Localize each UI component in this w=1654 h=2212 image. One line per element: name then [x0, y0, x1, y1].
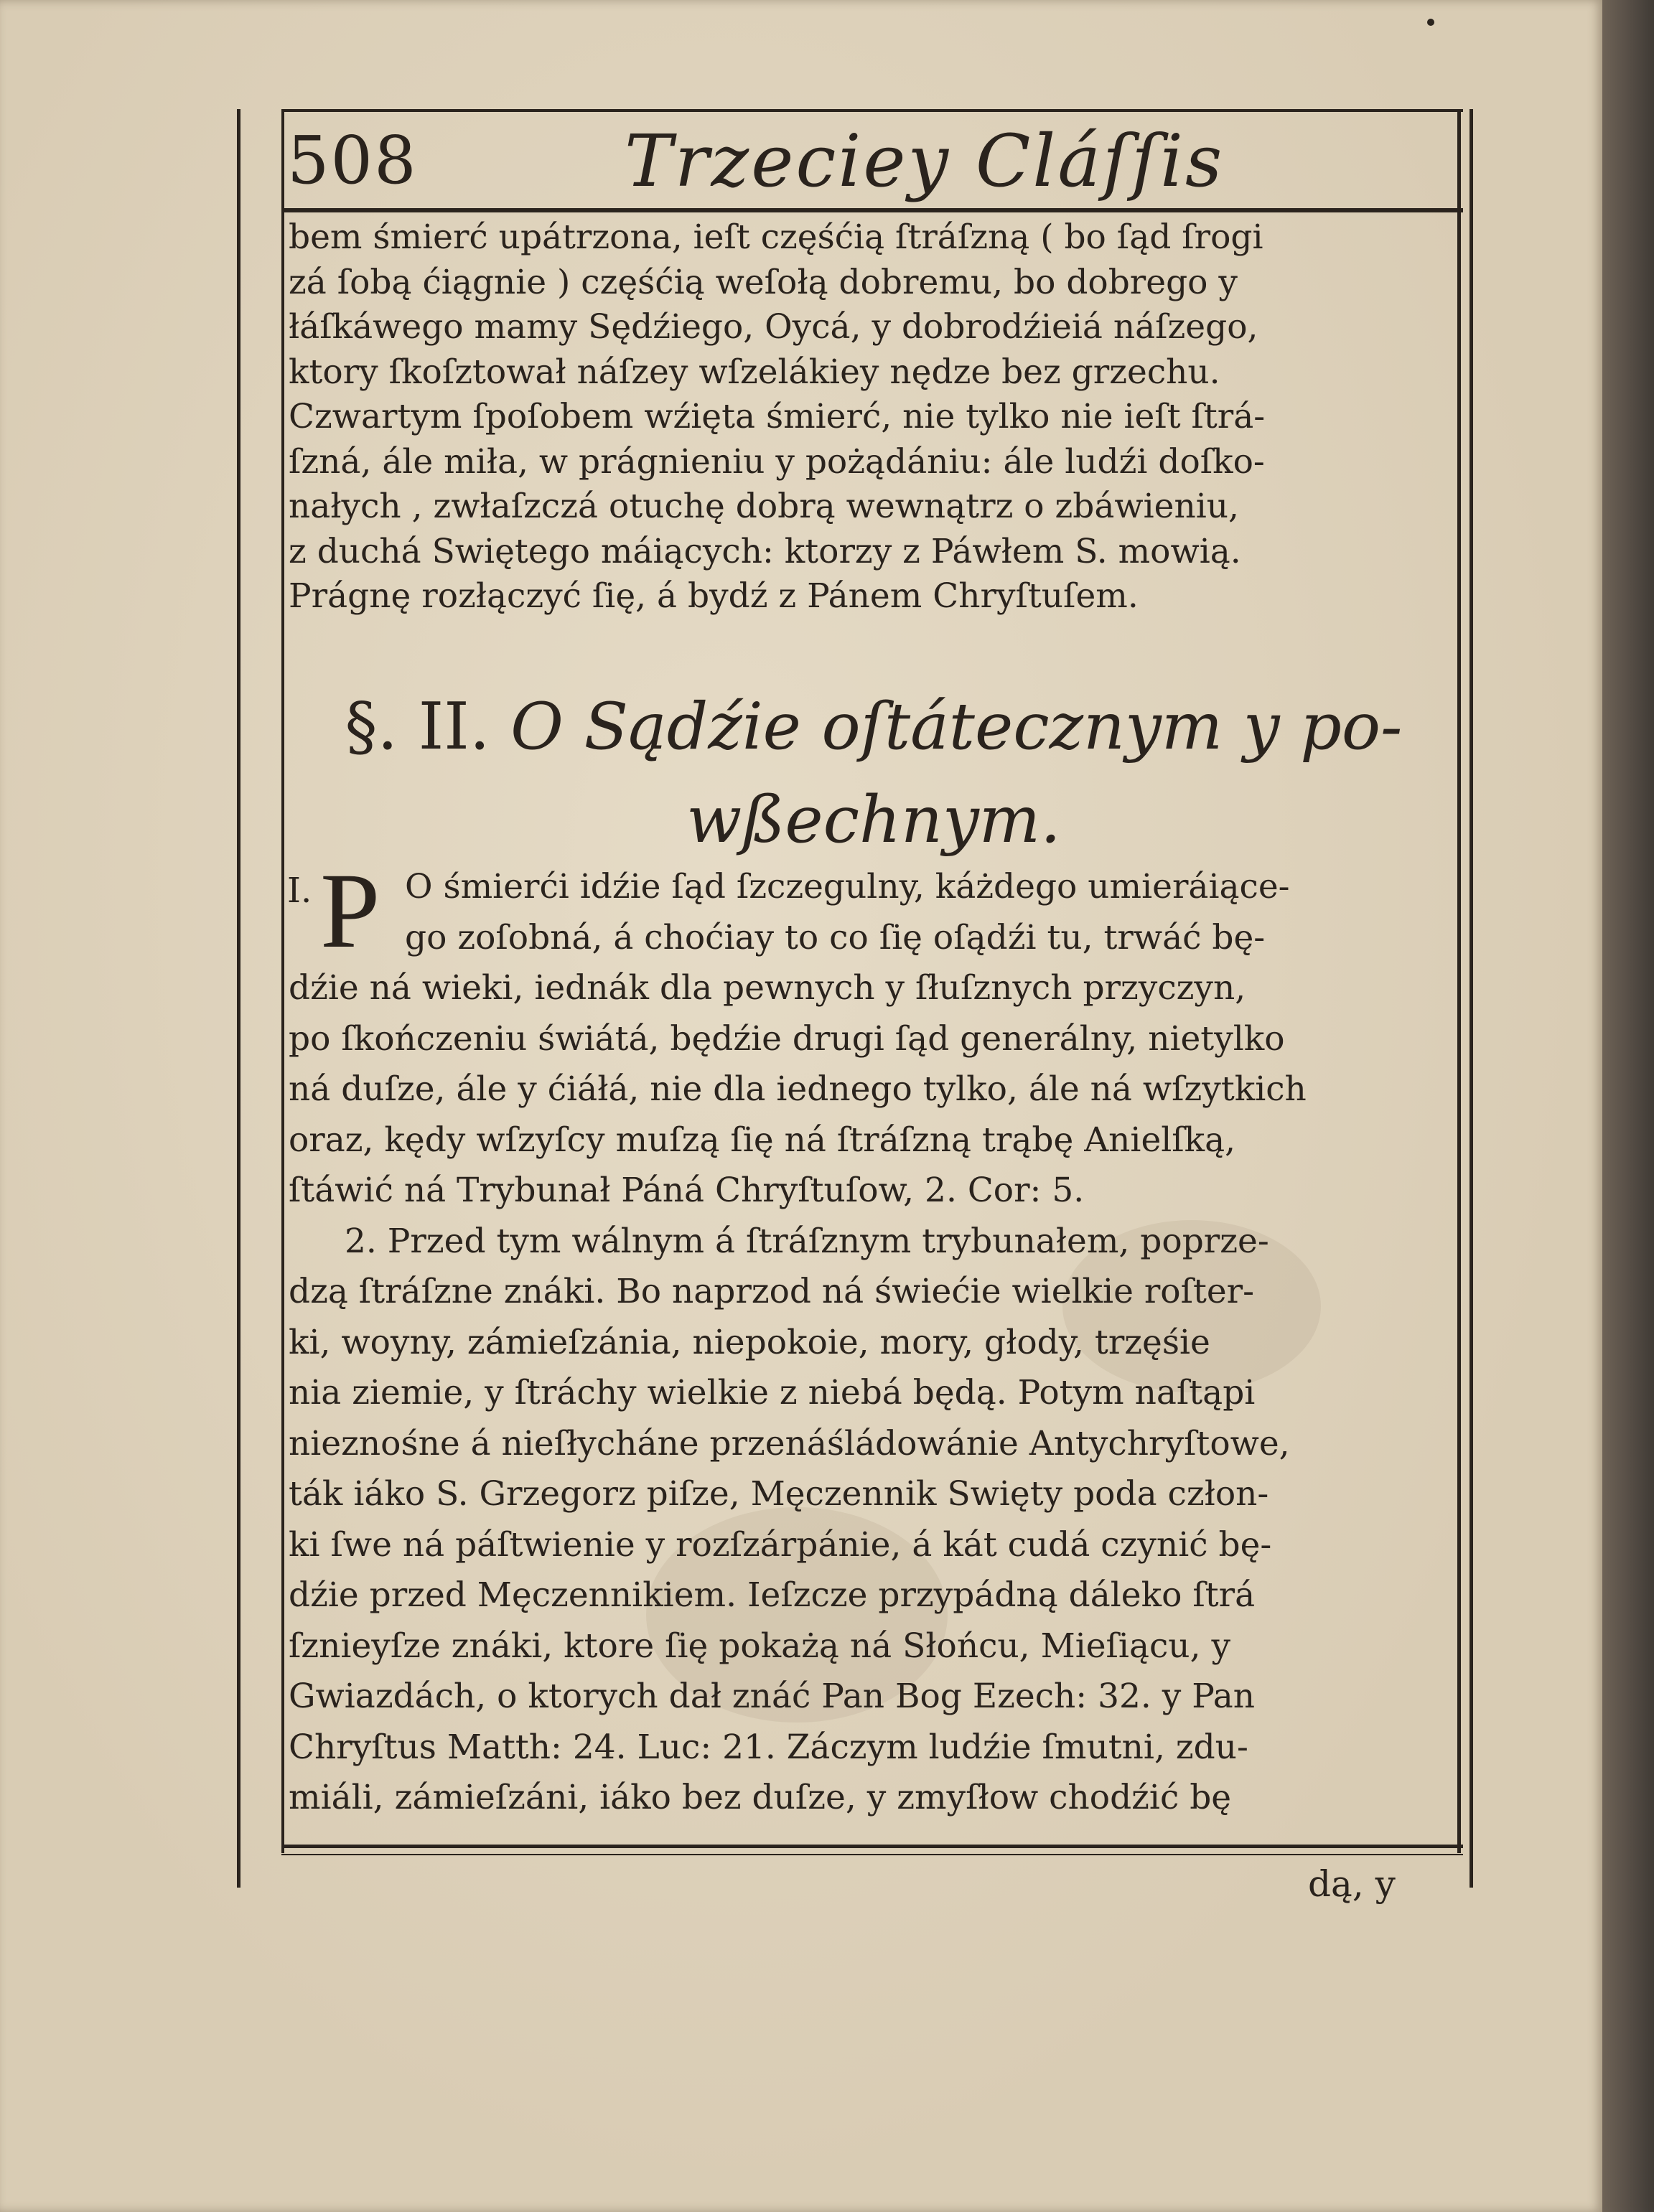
paragraph-2	[289, 851, 1459, 1824]
text-line: nałych , zwłaſzczá otuchę dobrą wewnątrz o zbáwieniu,	[289, 487, 1239, 526]
text-line: po ſkończeniu świátá, będźie drugi ſąd generálny, nietylko	[289, 1018, 1285, 1059]
header-rule	[281, 208, 1463, 212]
running-head: Trzeciey Cláſſis	[625, 119, 1225, 203]
text-line: ſznieyſze znáki, ktore ſię pokażą ná Słońcu, Mieſiącu, y	[289, 1626, 1231, 1666]
drop-cap: P	[320, 851, 380, 970]
text-line: Prágnę rozłączyć ſię, á bydź z Pánem Chryſtuſem.	[289, 576, 1139, 616]
text-line: łáſkáwego mamy Sędźiego, Oycá, y dobrodźieiá náſzego,	[289, 307, 1258, 347]
text-line: 2. Przed tym wálnym á ſtráſznym trybunałem, poprze-	[345, 1221, 1269, 1261]
text-line: ki, woyny, zámieſzánia, niepokoie, mory, głody, trzęśie	[289, 1322, 1210, 1362]
text-line: zá ſobą ćiągnie ) częśćią weſołą dobremu, bo dobrego y	[289, 262, 1238, 302]
text-line: ná duſze, ále y ćiáłá, nie dla iednego tylko, ále ná wſzytkich	[289, 1069, 1307, 1109]
bottom-rule-thin	[281, 1854, 1463, 1855]
text-line: ki ſwe ná páſtwienie y rozſzárpánie, á kát cudá czynić bę-	[289, 1524, 1272, 1565]
book-gutter	[1602, 0, 1654, 2212]
inner-left-rule	[281, 109, 284, 1853]
text-line: ſzná, ále miła, w prágnieniu y pożądániu: ále ludźi doſko-	[289, 441, 1265, 482]
text-line: go zoſobná, á choćiay to co ſię oſądźi tu, trwáć bę-	[405, 917, 1266, 957]
section-title-line2: wßechnym.	[686, 782, 1061, 858]
text-line: Czwartym ſpoſobem wźięta śmierć, nie tylko nie ieſt ſtrá-	[289, 397, 1266, 436]
text-line: oraz, kędy wſzyſcy muſzą ſię ná ſtráſzną trąbę Anielſką,	[289, 1120, 1236, 1160]
text-line: nieznośne á nieſłycháne przenáśládowánie Antychryſtowe,	[289, 1423, 1290, 1463]
text-line: z duchá Swiętego máiących: ktorzy z Páwłem S. mowią.	[289, 531, 1241, 571]
text-line: nia ziemie, y ſtráchy wielkie z niebá będą. Potym naſtąpi	[289, 1373, 1256, 1412]
text-line: Gwiazdách, o ktorych dał znáć Pan Bog Ezech: 32. y Pan	[289, 1677, 1256, 1716]
text-line: ták iáko S. Grzegorz piſze, Męczennik Swięty poda człon-	[289, 1474, 1269, 1514]
section-number: §. II.	[345, 689, 490, 764]
text-line: ſtáwić ná Trybunał Páná Chryſtuſow, 2. Cor: 5.	[289, 1171, 1085, 1210]
text-line: miáli, zámieſzáni, iáko bez duſze, y zmyſłow chodźić bę	[289, 1778, 1232, 1817]
section-heading-cont	[289, 782, 1459, 858]
catchword: dą, y	[1308, 1863, 1396, 1905]
paragraph-number: I.	[287, 871, 312, 911]
page-header	[287, 119, 1450, 203]
text-line: ktory ſkoſztował náſzey wſzelákiey nędze bez grzechu.	[289, 352, 1220, 392]
text-line: O śmierći idźie ſąd ſzczegulny, káżdego umieráiące-	[405, 867, 1290, 906]
page-number: 508	[287, 122, 418, 199]
section-heading	[289, 689, 1459, 764]
ink-dot	[1427, 19, 1434, 26]
text-line: dźie przed Męczennikiem. Ieſzcze przypádną dáleko ſtrá	[289, 1575, 1256, 1615]
text-line: Chryſtus Matth: 24. Luc: 21. Záczym ludźie ſmutni, zdu-	[289, 1727, 1248, 1767]
text-line: dzą ſtráſzne znáki. Bo naprzod ná świećie wielkie roſter-	[289, 1272, 1255, 1311]
text-line: dźie ná wieki, iednák dla pewnych y ſłuſznych przyczyn,	[289, 968, 1246, 1008]
bottom-rule	[281, 1845, 1463, 1848]
paragraph-1	[289, 215, 1459, 619]
text-line: bem śmierć upátrzona, ieſt częśćią ſtráſzną ( bo ſąd ſrogi	[289, 217, 1263, 257]
top-rule	[281, 109, 1463, 112]
section-title-line1: O Sądźie oſtátecznym y po-	[510, 689, 1403, 764]
